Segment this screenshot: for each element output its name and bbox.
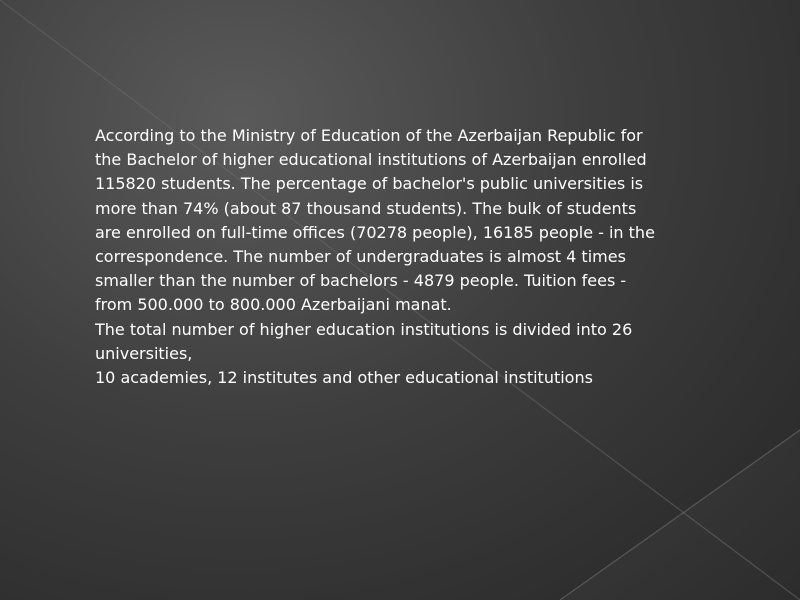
paragraph-institutions: The total number of higher education institutions is divided into 26 universities, <box>95 319 633 363</box>
body-text <box>95 124 655 390</box>
paragraph-academies: 10 academies, 12 institutes and other educational institutions <box>95 368 593 388</box>
paragraph-main: According to the Ministry of Education of the Azerbaijan Republic for the Bachelor of higher educational institutions of Azerbaijan enrolled 115820 students. The percentage of bachelor's public universities is more than 74% (about 87 thousand students). The bulk of students are enrolled on full-time offices (70278 people), 16185 people - in the correspondence. The number of undergraduates is almost 4 times smaller than the number of bachelors - 4879 people. Tuition fees - from 500.000 to 800.000 Azerbaijani manat. <box>95 126 655 315</box>
corner-facet <box>560 430 800 600</box>
